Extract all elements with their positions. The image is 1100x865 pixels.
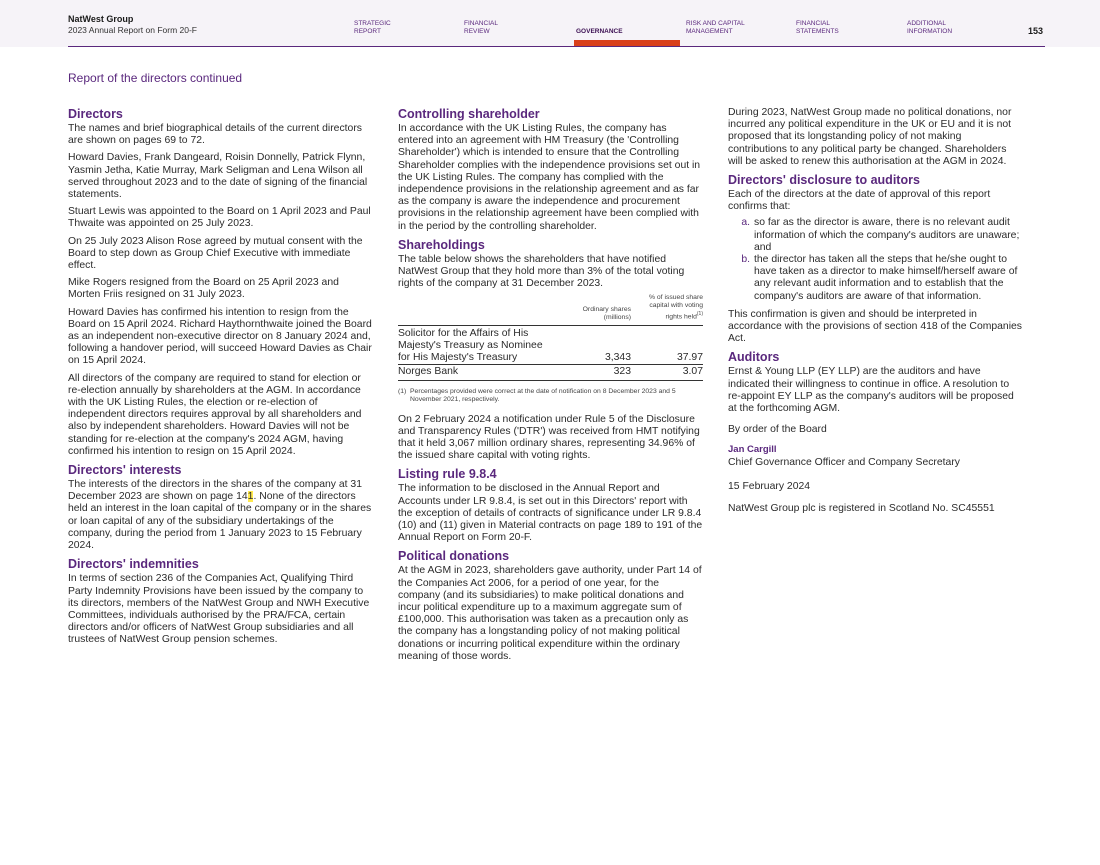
footnote-mark: (1) (398, 387, 407, 395)
nav-label-line1: STRATEGIC (354, 20, 391, 27)
listing-rule-heading: Listing rule 9.8.4 (398, 467, 497, 482)
page-header (0, 0, 1100, 47)
disclosure-heading: Directors' disclosure to auditors (728, 173, 920, 188)
signatory-title: Chief Governance Officer and Company Secretary (728, 456, 960, 468)
paragraph: In terms of section 236 of the Companies Act, Qualifying Third Party Indemnity Provisions have been issued by the company to its directors, members of the NatWest Group and NWH Executive Committees, individuals authorised by the PRA/FCA, certain directors and/or officers of NatWest Group subsidiaries and all trustees of NatWest Group pension schemes. (68, 573, 370, 646)
paragraph: The information to be disclosed in the Annual Report and Accounts under LR 9.8.4, is set out in this Directors' report with the exception of details of contracts of significance under LR 9.8.4 (10) and (11) given in Material contracts on page 189 to 191 of the Annual Report on Form 20-F. (398, 483, 703, 544)
paragraph: This confirmation is given and should be interpreted in accordance with the provisions of section 418 of the Companies Act. (728, 308, 1022, 345)
paragraph: Ernst & Young LLP (EY LLP) are the auditors and have indicated their willingness to continue in office. A resolution to re-appoint EY LLP as the company's auditors will be proposed at the forthcoming AGM. (728, 366, 1014, 415)
controlling-heading: Controlling shareholder (398, 107, 540, 121)
column-middle (398, 107, 703, 668)
nav-label-line2: STATEMENTS (796, 28, 839, 35)
footnote-ref: (1) (696, 311, 703, 318)
paragraph: Stuart Lewis was appointed to the Board on 1 April 2023 and Paul Thwaite was appointed on 25 July 2023. (68, 206, 371, 230)
paragraph: During 2023, NatWest Group made no political donations, nor incurred any political expenditure in the UK or EU and it is not proposed that its longstanding policy of not making contributions to any political party be changed. Shareholders will be asked to renew this authorisation at the AGM in 2024. (728, 107, 1012, 167)
nav-label-line1: FINANCIAL (796, 20, 830, 27)
directors-heading: Directors (68, 107, 123, 121)
indemnities-heading: Directors' indemnities (68, 557, 199, 572)
registration-note: NatWest Group plc is registered in Scotland No. SC45551 (728, 503, 995, 515)
footnote-text: Percentages provided were correct at the date of notification on 8 December 2023 and 5 November 2021, respectively. (410, 387, 676, 404)
list-marker: b. (741, 254, 750, 266)
nav-label-line2: REPORT (354, 28, 381, 35)
interests-heading: Directors' interests (68, 463, 182, 478)
table-row (398, 365, 703, 380)
paragraph: At the AGM in 2023, shareholders gave authority, under Part 14 of the Companies Act 2006, for a period of one year, for the company (and its subsidiaries) to make political donations and incur political expenditure up to a maximum aggregate sum of £100,000. This authorisation was taken as a precaution only as the company has a longstanding policy of not making political donations or incurring political expenditure within the ordinary meaning of those words. (398, 565, 702, 662)
percent-value: 3.07 (631, 365, 703, 380)
table-header-shares: Ordinary shares (millions) (582, 305, 631, 321)
list-text: the director has taken all the steps that he/she ought to have taken as a director to make himself/herself aware of any relevant audit information and to establish that the company's auditors are aware of that information. (754, 254, 1018, 302)
paragraph: The table below shows the shareholders that have notified NatWest Group that they hold more than 3% of the total voting rights of the company at 31 December 2023. (398, 253, 685, 290)
table-header-empty (398, 294, 569, 325)
nav-additional-information[interactable] (907, 20, 1007, 36)
list-item (728, 254, 1023, 303)
paragraph: In accordance with the UK Listing Rules, the company has entered into an agreement with HM Treasury (the 'Controlling Shareholder') which is intended to ensure that the Controlling Shareholder complies with the independence provisions set out in the UK Listing Rules. The company has complied with the independence provisions in the relationship agreement and as far as the company is aware the independence and procurement provisions in the relationship agreement have been complied with in the period by the controlling shareholder. (398, 123, 701, 232)
highlighted-text: 1 (247, 491, 254, 503)
paragraph: Mike Rogers resigned from the Board on 25 April 2023 and Morten Friis resigned on 31 July 2023. (68, 277, 339, 301)
header-rule (68, 46, 1045, 47)
shareholder-name (398, 325, 569, 365)
nav-label-line1: FINANCIAL (464, 20, 498, 27)
paragraph: On 2 February 2024 a notification under Rule 5 of the Disclosure and Transparency Rules ('DTR') was received from HMT notifying that it held 3,067 million ordinary shares, representing 34.96% of the issued share capital with voting rights. (398, 413, 700, 462)
company-name: NatWest Group (68, 14, 134, 24)
shareholdings-table (398, 294, 703, 380)
section-title: Report of the directors continued (68, 71, 243, 85)
nav-financial-review[interactable] (464, 20, 564, 36)
percent-value: 37.97 (631, 325, 703, 365)
page-number: 153 (1028, 26, 1044, 36)
paragraph: Each of the directors at the date of approval of this report confirms that: (728, 189, 991, 213)
nav-strategic-report[interactable] (354, 20, 454, 36)
paragraph (68, 479, 373, 552)
nav-label-line1: GOVERNANCE (576, 28, 623, 35)
nav-label-line2: INFORMATION (907, 28, 953, 35)
header-text: % of issued share capital with voting rights held (648, 294, 703, 321)
column-left (68, 107, 373, 652)
table-row (398, 325, 703, 365)
nav-risk-capital[interactable] (686, 20, 786, 36)
nav-label-line1: RISK AND CAPITAL (686, 20, 745, 27)
signing-date: 15 February 2024 (728, 480, 811, 492)
name-line: Solicitor for the Affairs of His (398, 327, 529, 339)
table-header-percent (631, 294, 703, 325)
name-line: Majesty's Treasury as Nominee (398, 339, 543, 351)
name-line: for His Majesty's Treasury (398, 352, 518, 364)
nav-label-line2: MANAGEMENT (686, 28, 733, 35)
paragraph: All directors of the company are required to stand for election or re-election annually by shareholders at the AGM. In accordance with the UK Listing Rules, the election or re-election of independent directors requires approval by all shareholders and also by independent shareholders. Howard Davies will not be standing for re-election at the company's 2024 AGM, having confirmed his intention to resign on 15 April 2024. (68, 372, 362, 457)
list-item (728, 217, 1023, 254)
shares-value: 323 (569, 365, 631, 380)
paragraph: Howard Davies has confirmed his intention to resign from the Board on 15 April 2024. Richard Haythornthwaite joined the Board as an independent non-executive director on 8 January 2024 and, following a handover period, will succeed Howard Davies as Chair on 15 April 2024. (68, 306, 372, 367)
header-brand (68, 14, 197, 35)
shares-value: 3,343 (569, 325, 631, 365)
nav-governance[interactable] (576, 28, 676, 36)
list-marker: a. (741, 217, 750, 229)
signatory-name: Jan Cargill (728, 444, 777, 456)
auditors-heading: Auditors (728, 350, 780, 365)
shareholdings-heading: Shareholdings (398, 237, 485, 252)
text-run: The interests of the directors in the shares of the company at 31 December 2023 are shown on page 14 (68, 479, 362, 503)
nav-financial-statements[interactable] (796, 20, 896, 36)
text-run: . None of the directors held an interest in the loan capital of the company or in the shares or loan capital of any of the subsidiary undertakings of the company, during the period from 1 January 2023 to 15 February 2024. (68, 491, 372, 552)
paragraph: The names and brief biographical details of the current directors are shown on pages 69 to 72. (68, 123, 362, 147)
nav-label-line2: REVIEW (464, 28, 490, 35)
shareholder-name: Norges Bank (398, 365, 569, 380)
disclosure-list (728, 217, 1023, 302)
political-donations-heading: Political donations (398, 549, 510, 564)
table-header-row (398, 294, 703, 325)
table-footnote (398, 388, 703, 405)
nav-label-line1: ADDITIONAL (907, 20, 947, 27)
paragraph: On 25 July 2023 Alison Rose agreed by mutual consent with the Board to step down as Group Chief Executive with immediate effect. (68, 235, 363, 272)
by-order: By order of the Board (728, 424, 827, 436)
paragraph: Howard Davies, Frank Dangeard, Roisin Donnelly, Patrick Flynn, Yasmin Jetha, Katie Murray, Mark Seligman and Lena Wilson all served throughout 2023 and to the date of signing of the financial statements. (68, 152, 368, 201)
list-text: so far as the director is aware, there is no relevant audit information of which the company's auditors are unaware; and (754, 217, 1020, 253)
column-right (728, 107, 1023, 520)
report-title: 2023 Annual Report on Form 20-F (68, 25, 197, 35)
